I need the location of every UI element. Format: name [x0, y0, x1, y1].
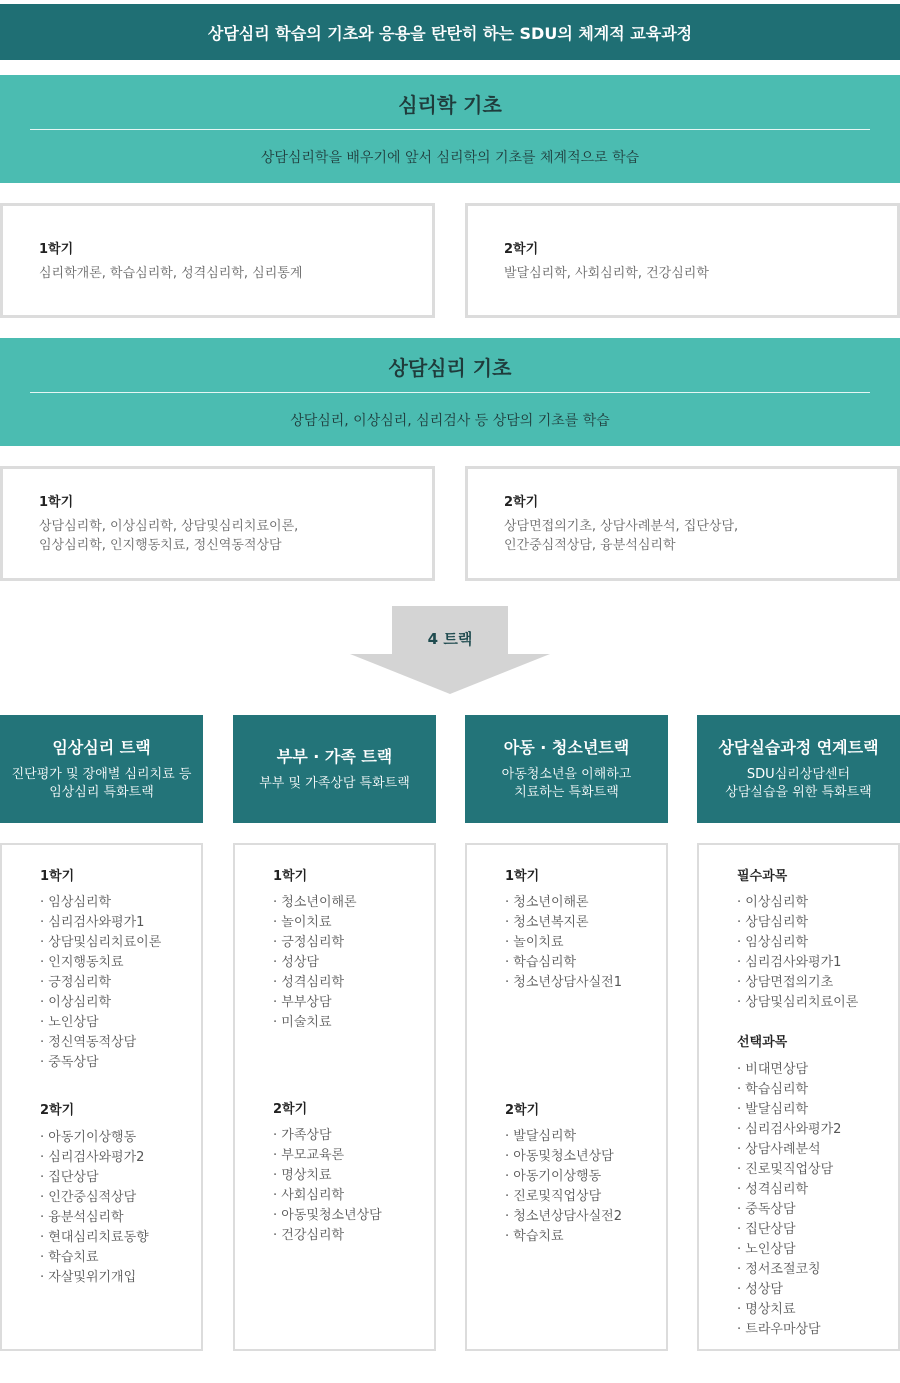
track-count-label: 4 트랙 [427, 630, 473, 648]
course-item: · 중독상담 [737, 1200, 841, 1220]
course-item: · 명상치료 [737, 1300, 841, 1320]
course-item: · 청소년상담사실전1 [505, 973, 622, 993]
group-label: 1학기 [40, 869, 75, 884]
course-item: · 비대면상담 [737, 1060, 841, 1080]
section-divider [30, 392, 870, 393]
course-item: · 학습심리학 [737, 1080, 841, 1100]
track-name: 부부 · 가족 트랙 [276, 747, 393, 766]
course-item: · 상담심리학 [737, 913, 858, 933]
course-list [40, 893, 161, 1073]
track-desc-line1: 아동청소년을 이해하고 [501, 767, 632, 782]
course-item: · 학습치료 [505, 1227, 622, 1247]
course-item: · 사회심리학 [273, 1186, 382, 1206]
section-title: 심리학 기초 [398, 93, 502, 117]
course-item: · 가족상담 [273, 1126, 382, 1146]
group-label: 필수과목 [737, 869, 788, 884]
course-item: · 임상심리학 [737, 933, 858, 953]
course-item: · 정신역동적상담 [40, 1033, 161, 1053]
group-label: 2학기 [273, 1102, 308, 1117]
course-list [40, 1128, 149, 1288]
banner-title: 상담심리 학습의 기초와 응용을 탄탄히 하는 SDU의 체계적 교육과정 [207, 23, 693, 43]
track-name: 상담실습과정 연계트랙 [718, 738, 879, 757]
curriculum-banner [0, 4, 900, 60]
semester-courses-line1: 상담면접의기초, 상담사례분석, 집단상담, [504, 519, 739, 534]
course-item: · 인지행동치료 [40, 953, 161, 973]
course-item: · 상담면접의기초 [737, 973, 858, 993]
track-header-practicum [697, 715, 900, 823]
track-desc-line2: 상담실습을 위한 특화트랙 [725, 785, 872, 800]
course-item: · 아동기이상행동 [40, 1128, 149, 1148]
section-psychology-basics [0, 75, 900, 183]
course-item: · 트라우마상담 [737, 1320, 841, 1340]
course-item: · 청소년이해론 [273, 893, 357, 913]
course-item: · 자살및위기개입 [40, 1268, 149, 1288]
course-item: · 학습치료 [40, 1248, 149, 1268]
group-label: 선택과목 [737, 1035, 788, 1050]
course-item: · 진로및직업상담 [505, 1187, 622, 1207]
course-list [737, 893, 858, 1013]
course-list [737, 1060, 841, 1340]
section-description: 상담심리, 이상심리, 심리검사 등 상담의 기초를 학습 [290, 413, 610, 429]
course-item: · 청소년이해론 [505, 893, 622, 913]
course-item: · 긍정심리학 [273, 933, 357, 953]
course-item: · 융분석심리학 [40, 1208, 149, 1228]
course-item: · 인간중심적상담 [40, 1188, 149, 1208]
semester-courses-line2: 인간중심적상담, 융분석심리학 [504, 538, 676, 553]
course-item: · 상담및심리치료이론 [40, 933, 161, 953]
semester-label: 1학기 [39, 495, 74, 510]
course-item: · 청소년복지론 [505, 913, 622, 933]
course-item: · 긍정심리학 [40, 973, 161, 993]
track-desc-line1: SDU심리상담센터 [746, 767, 851, 782]
course-item: · 노인상담 [40, 1013, 161, 1033]
track-courses-practicum [697, 843, 900, 1351]
course-item: · 집단상담 [40, 1168, 149, 1188]
group-label: 2학기 [40, 1103, 75, 1118]
course-item: · 현대심리치료동향 [40, 1228, 149, 1248]
semester-courses: 심리학개론, 학습심리학, 성격심리학, 심리통계 [39, 266, 303, 281]
course-list [505, 1127, 622, 1247]
course-item: · 성격심리학 [273, 973, 357, 993]
section-title: 상담심리 기초 [388, 356, 512, 380]
track-header-youth [465, 715, 668, 823]
course-item: · 정서조절코칭 [737, 1260, 841, 1280]
course-item: · 아동기이상행동 [505, 1167, 622, 1187]
course-item: · 건강심리학 [273, 1226, 382, 1246]
track-desc-line1: 부부 및 가족상담 특화트랙 [259, 776, 410, 791]
course-item: · 심리검사와평가2 [40, 1148, 149, 1168]
semester-courses-line2: 임상심리학, 인지행동치료, 정신역동적상담 [39, 538, 282, 553]
semester-box-3 [0, 466, 435, 581]
course-item: · 진로및직업상담 [737, 1160, 841, 1180]
course-item: · 부부상담 [273, 993, 357, 1013]
course-item: · 심리검사와평가2 [737, 1120, 841, 1140]
course-item: · 아동및청소년상담 [505, 1147, 622, 1167]
track-header-family [233, 715, 436, 823]
course-item: · 부모교육론 [273, 1146, 382, 1166]
semester-courses: 발달심리학, 사회심리학, 건강심리학 [504, 266, 709, 281]
course-list [273, 1126, 382, 1246]
course-item: · 성상담 [273, 953, 357, 973]
track-desc-line1: 진단평가 및 장애별 심리치료 등 [11, 767, 192, 782]
semester-box-4 [465, 466, 900, 581]
course-item: · 놀이치료 [273, 913, 357, 933]
course-item: · 명상치료 [273, 1166, 382, 1186]
semester-label: 1학기 [39, 242, 74, 257]
semester-label: 2학기 [504, 495, 539, 510]
track-courses-family [233, 843, 436, 1351]
course-item: · 심리검사와평가1 [737, 953, 858, 973]
track-courses-clinical [0, 843, 203, 1351]
course-item: · 발달심리학 [505, 1127, 622, 1147]
track-desc-line2: 임상심리 특화트랙 [49, 785, 154, 800]
course-item: · 이상심리학 [40, 993, 161, 1013]
course-item: · 상담사례분석 [737, 1140, 841, 1160]
track-courses-youth [465, 843, 668, 1351]
course-item: · 중독상담 [40, 1053, 161, 1073]
semester-box-2 [465, 203, 900, 318]
course-item: · 학습심리학 [505, 953, 622, 973]
course-item: · 성격심리학 [737, 1180, 841, 1200]
course-item: · 놀이치료 [505, 933, 622, 953]
section-description: 상담심리학을 배우기에 앞서 심리학의 기초를 체계적으로 학습 [260, 150, 640, 166]
semester-box-1 [0, 203, 435, 318]
section-divider [30, 129, 870, 130]
track-desc-line2: 치료하는 특화트랙 [514, 785, 619, 800]
group-label: 1학기 [273, 869, 308, 884]
course-item: · 발달심리학 [737, 1100, 841, 1120]
course-item: · 심리검사와평가1 [40, 913, 161, 933]
section-counseling-basics [0, 338, 900, 446]
semester-courses-line1: 상담심리학, 이상심리학, 상담및심리치료이론, [39, 519, 299, 534]
course-item: · 미술치료 [273, 1013, 357, 1033]
track-name: 아동 · 청소년트랙 [503, 738, 630, 757]
course-item: · 상담및심리치료이론 [737, 993, 858, 1013]
course-item: · 임상심리학 [40, 893, 161, 913]
semester-label: 2학기 [504, 242, 539, 257]
track-name: 임상심리 트랙 [52, 738, 151, 757]
course-item: · 집단상담 [737, 1220, 841, 1240]
course-item: · 청소년상담사실전2 [505, 1207, 622, 1227]
course-list [273, 893, 357, 1033]
course-item: · 이상심리학 [737, 893, 858, 913]
group-label: 1학기 [505, 869, 540, 884]
course-item: · 아동및청소년상담 [273, 1206, 382, 1226]
course-item: · 노인상담 [737, 1240, 841, 1260]
course-item: · 성상담 [737, 1280, 841, 1300]
course-list [505, 893, 622, 993]
track-header-clinical [0, 715, 203, 823]
group-label: 2학기 [505, 1103, 540, 1118]
